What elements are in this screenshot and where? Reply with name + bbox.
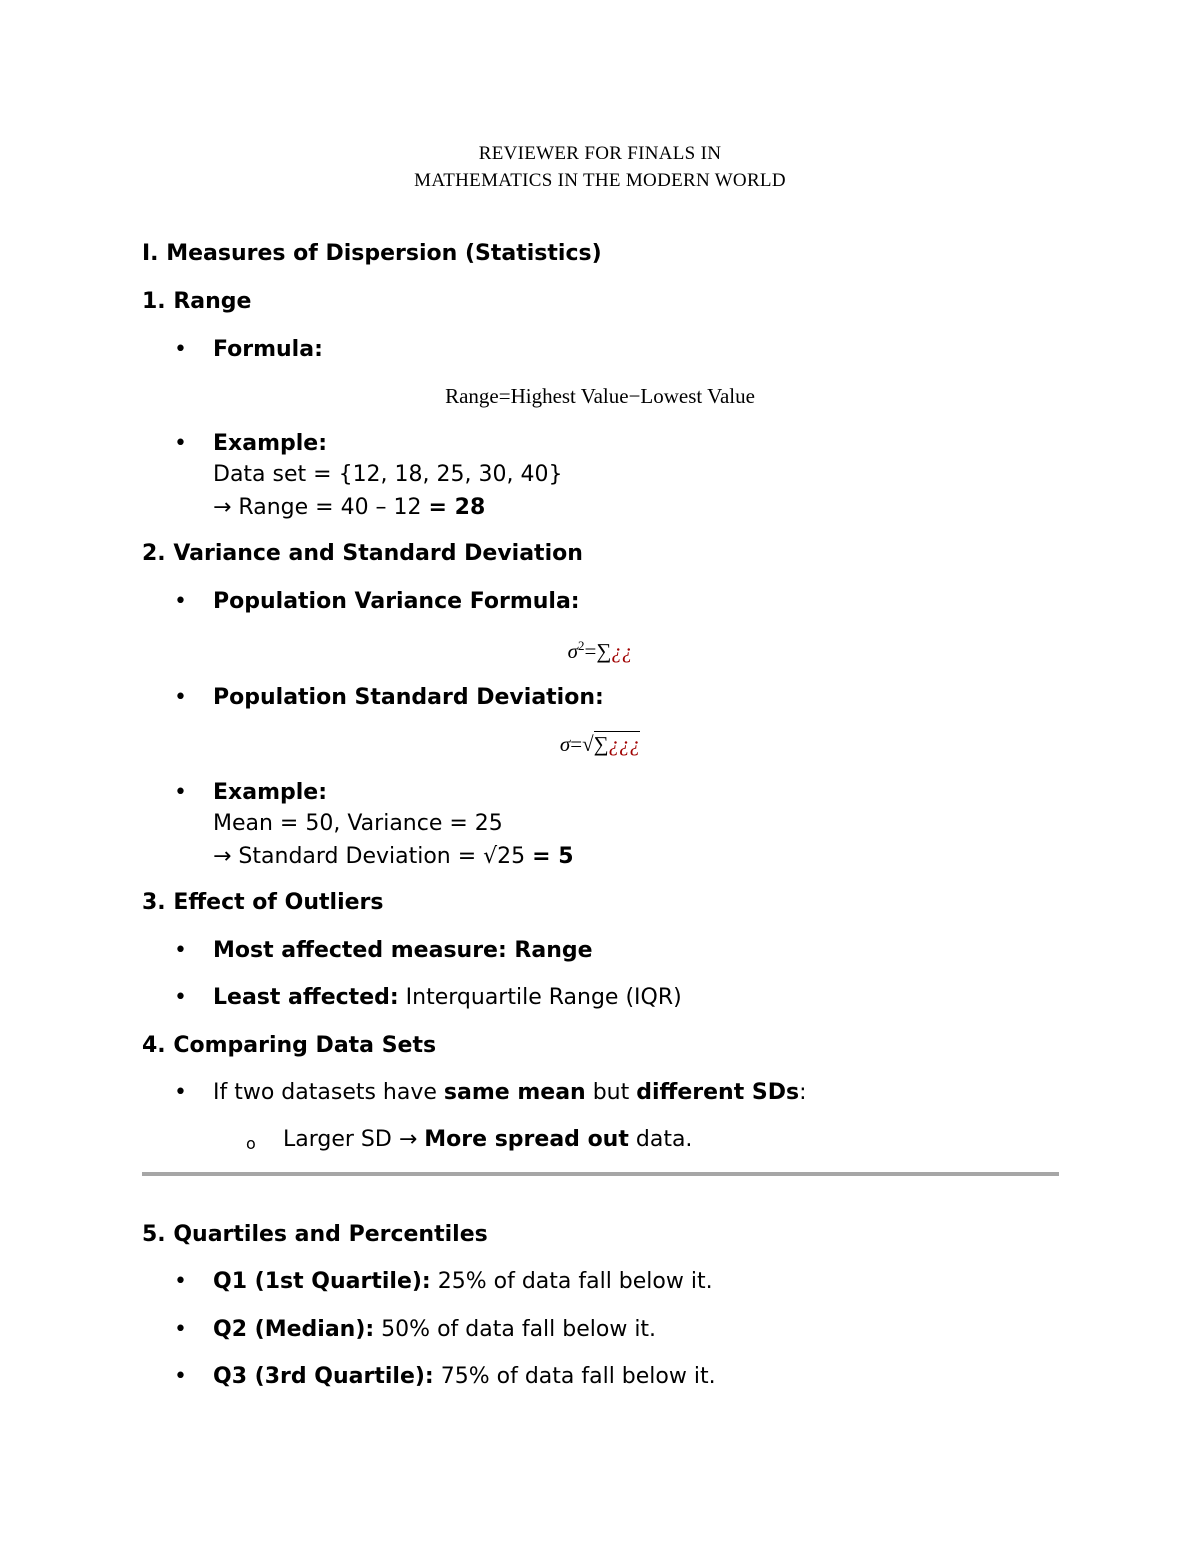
variance-example-result-text: → Standard Deviation = √25 <box>213 844 533 869</box>
outliers-least-affected-label: Least affected: <box>213 985 399 1010</box>
heading-comparing: 4. Comparing Data Sets <box>142 1033 437 1058</box>
range-formula-minus: − <box>628 384 641 408</box>
comparing-sub-text-2: data. <box>628 1127 693 1152</box>
sd-sigma: σ <box>559 732 571 756</box>
quartile-q1-label: Q1 (1st Quartile): <box>213 1269 431 1294</box>
outliers-most-affected: Most affected measure: Range <box>213 938 593 963</box>
range-formula-highest: Highest Value <box>510 384 629 408</box>
range-formula <box>0 384 1200 409</box>
bullet-glyph: • <box>174 1269 187 1294</box>
bullet-glyph: • <box>174 985 187 1010</box>
quartile-q2-text: 50% of data fall below it. <box>374 1317 657 1342</box>
range-formula-lhs: Range <box>445 384 499 408</box>
variance-example-line1: Mean = 50, Variance = 25 <box>213 811 503 836</box>
bullet-glyph: • <box>174 1317 187 1342</box>
outliers-least-affected-text: Interquartile Range (IQR) <box>398 985 682 1010</box>
document-title-line2: MATHEMATICS IN THE MODERN WORLD <box>414 170 786 191</box>
quartile-q3-text: 75% of data fall below it. <box>433 1364 716 1389</box>
bullet-glyph: • <box>174 431 187 456</box>
comparing-sub-text-1: Larger SD → <box>283 1127 425 1152</box>
variance-example-result-value: = 5 <box>532 844 574 869</box>
variance-example-result <box>213 844 574 869</box>
variance-formula <box>0 638 1200 664</box>
variance-formula-label: Population Variance Formula: <box>213 589 580 614</box>
quartile-q3-label: Q3 (3rd Quartile): <box>213 1364 434 1389</box>
comparing-bold-different-sds: different SDs <box>636 1080 800 1105</box>
comparing-sub-item <box>283 1127 692 1152</box>
comparing-sub-bold: More spread out <box>424 1127 629 1152</box>
bullet-glyph: • <box>174 1080 187 1105</box>
range-example-label: Example: <box>213 431 327 456</box>
heading-range: 1. Range <box>142 289 252 314</box>
range-example-result-value: = 28 <box>428 495 486 520</box>
bullet-glyph: • <box>174 337 187 362</box>
sd-sum: ∑ <box>593 732 609 756</box>
comparing-item <box>213 1080 807 1105</box>
variance-sigma: σ <box>567 639 579 663</box>
quartile-q1-text: 25% of data fall below it. <box>430 1269 713 1294</box>
bullet-glyph: • <box>174 1364 187 1389</box>
comparing-text-3: : <box>799 1080 807 1105</box>
comparing-text-2: but <box>585 1080 637 1105</box>
comparing-text-1: If two datasets have <box>213 1080 444 1105</box>
horizontal-divider <box>142 1172 1059 1176</box>
range-example-result-text: → Range = 40 – 12 <box>213 495 429 520</box>
variance-exponent: 2 <box>578 638 585 653</box>
heading-quartiles: 5. Quartiles and Percentiles <box>142 1222 488 1247</box>
outliers-least-affected <box>213 985 682 1010</box>
range-formula-eq: = <box>498 384 511 408</box>
range-example-data: Data set = {12, 18, 25, 30, 40} <box>213 462 563 487</box>
sd-radicand <box>594 731 640 756</box>
document-title-line1: REVIEWER FOR FINALS IN <box>478 143 722 164</box>
comparing-bold-same-mean: same mean <box>443 1080 586 1105</box>
range-formula-lowest: Lowest Value <box>640 384 755 408</box>
quartile-item-q1 <box>213 1269 713 1294</box>
heading-variance: 2. Variance and Standard Deviation <box>142 541 583 566</box>
sub-bullet-glyph: o <box>246 1134 256 1153</box>
range-example-result <box>213 495 485 520</box>
quartile-item-q2 <box>213 1317 656 1342</box>
variance-broken-chars: ¿¿ <box>611 639 633 663</box>
sd-formula <box>0 732 1200 757</box>
bullet-glyph: • <box>174 938 187 963</box>
sd-formula-label: Population Standard Deviation: <box>213 685 604 710</box>
sd-broken-chars: ¿¿¿ <box>608 732 641 756</box>
bullet-glyph: • <box>174 589 187 614</box>
sd-eq-sqrt: =√ <box>570 732 594 756</box>
variance-eq-sum: =∑ <box>584 639 612 663</box>
bullet-glyph: • <box>174 780 187 805</box>
bullet-glyph: • <box>174 685 187 710</box>
quartile-q2-label: Q2 (Median): <box>213 1317 375 1342</box>
quartile-item-q3 <box>213 1364 716 1389</box>
section-heading-dispersion: I. Measures of Dispersion (Statistics) <box>142 241 602 266</box>
heading-outliers: 3. Effect of Outliers <box>142 890 384 915</box>
variance-example-label: Example: <box>213 780 327 805</box>
range-formula-label: Formula: <box>213 337 323 362</box>
